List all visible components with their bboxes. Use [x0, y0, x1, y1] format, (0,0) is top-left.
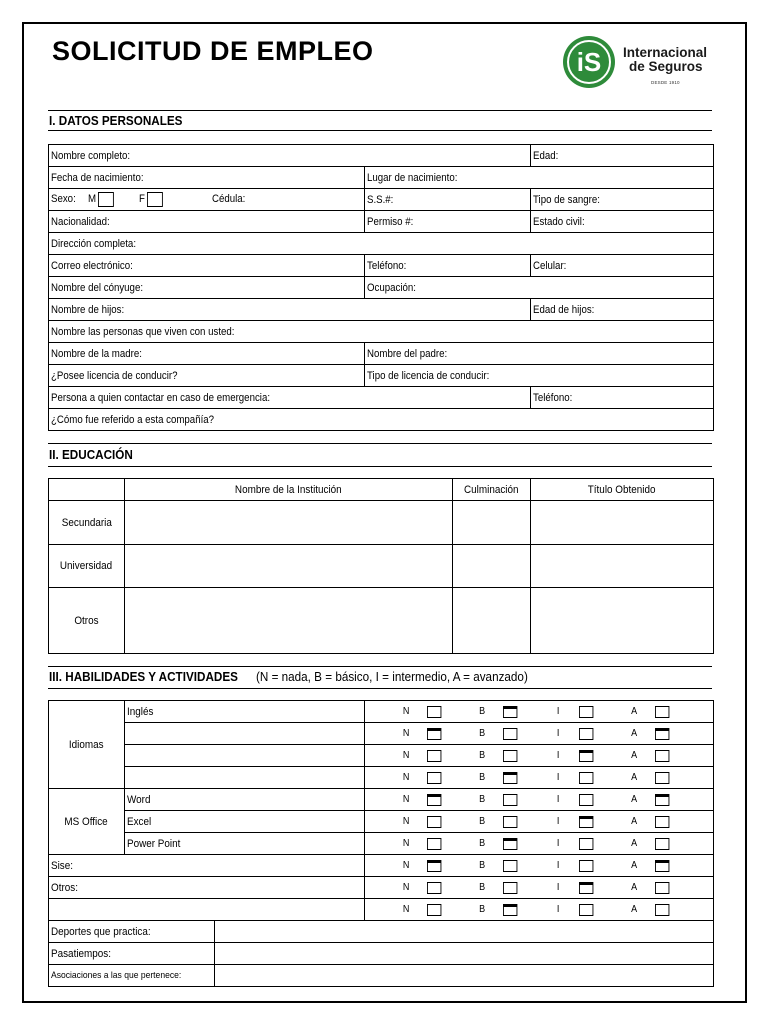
level-a-label: A — [631, 838, 638, 850]
level-a-checkbox[interactable] — [655, 882, 669, 894]
personal-data-table — [48, 144, 714, 431]
level-b-label: B — [479, 882, 486, 894]
word-label: Word — [125, 789, 365, 811]
logo-name — [623, 46, 707, 74]
section2-bottom-rule — [48, 466, 712, 467]
level-b-checkbox[interactable] — [503, 904, 517, 916]
children-ages-field[interactable]: Edad de hijos: — [531, 299, 714, 321]
sex-f-label: F — [139, 193, 146, 206]
cedula-label: Cédula: — [212, 193, 246, 206]
table-row — [49, 321, 714, 343]
header-cell: Culminación — [453, 479, 531, 501]
level-selector — [365, 745, 714, 767]
level-selector — [365, 899, 714, 921]
level-b-label: B — [479, 728, 486, 740]
company-logo — [561, 30, 741, 96]
level-i-label: I — [556, 860, 560, 872]
section1-title: I. DATOS PERSONALES — [49, 113, 183, 128]
level-i-label: I — [556, 706, 560, 718]
table-row — [49, 189, 714, 211]
spouse-name-field[interactable]: Nombre del cónyuge: — [49, 277, 365, 299]
institution-cell[interactable] — [125, 588, 453, 654]
household-members-field[interactable]: Nombre las personas que viven con usted: — [49, 321, 714, 343]
level-n-checkbox[interactable] — [427, 838, 441, 850]
level-i-label: I — [556, 838, 560, 850]
level-a-label: A — [631, 816, 638, 828]
level-i-label: I — [556, 772, 560, 784]
level-i-label: I — [556, 904, 560, 916]
level-i-checkbox[interactable] — [579, 860, 593, 872]
level-a-checkbox[interactable] — [655, 706, 669, 718]
age-field[interactable]: Edad: — [531, 145, 714, 167]
level-a-label: A — [631, 772, 638, 784]
row-label: Secundaria — [49, 501, 125, 545]
emergency-phone-field[interactable]: Teléfono: — [531, 387, 714, 409]
level-i-checkbox[interactable] — [579, 706, 593, 718]
level-b-checkbox[interactable] — [503, 772, 517, 784]
table-row — [49, 921, 714, 943]
level-a-checkbox[interactable] — [655, 794, 669, 806]
degree-cell[interactable] — [531, 588, 714, 654]
completion-cell[interactable] — [453, 545, 531, 588]
level-b-label: B — [479, 772, 486, 784]
level-n-label: N — [402, 860, 410, 872]
level-selector — [365, 833, 714, 855]
table-row — [49, 409, 714, 431]
associations-field[interactable] — [215, 965, 714, 987]
section2-top-rule — [48, 443, 712, 444]
sex-m-label: M — [88, 193, 97, 206]
logo-name-line1: Internacional — [623, 45, 708, 60]
level-i-checkbox[interactable] — [579, 750, 593, 762]
level-n-label: N — [402, 882, 410, 894]
level-n-label: N — [402, 772, 410, 784]
address-field[interactable]: Dirección completa: — [49, 233, 714, 255]
section3-title-text: III. HABILIDADES Y ACTIVIDADES — [49, 669, 238, 684]
powerpoint-label: Power Point — [125, 833, 365, 855]
level-a-checkbox[interactable] — [655, 860, 669, 872]
header-cell: Nombre de la Institución — [125, 479, 453, 501]
table-row — [49, 277, 714, 299]
section3-bottom-rule — [48, 688, 712, 689]
table-row — [49, 299, 714, 321]
application-form-page — [22, 22, 747, 1003]
level-selector — [365, 789, 714, 811]
table-row — [49, 723, 714, 745]
level-a-label: A — [631, 860, 638, 872]
level-a-label: A — [631, 904, 638, 916]
level-b-label: B — [479, 904, 486, 916]
level-a-checkbox[interactable] — [655, 772, 669, 784]
sex-f-checkbox[interactable] — [147, 192, 163, 207]
table-row — [49, 965, 714, 987]
completion-cell[interactable] — [453, 588, 531, 654]
level-b-label: B — [479, 838, 486, 850]
mobile-field[interactable]: Celular: — [531, 255, 714, 277]
degree-cell[interactable] — [531, 501, 714, 545]
level-b-label: B — [479, 706, 486, 718]
permit-field[interactable]: Permiso #: — [365, 211, 531, 233]
table-row — [49, 167, 714, 189]
level-a-label: A — [631, 750, 638, 762]
birth-date-field[interactable]: Fecha de nacimiento: — [49, 167, 365, 189]
sex-m-checkbox[interactable] — [98, 192, 114, 207]
table-row — [49, 811, 714, 833]
level-i-label: I — [556, 794, 560, 806]
level-b-checkbox[interactable] — [503, 882, 517, 894]
level-n-checkbox[interactable] — [427, 860, 441, 872]
level-b-label: B — [479, 750, 486, 762]
institution-cell[interactable] — [125, 501, 453, 545]
section3-top-rule — [48, 666, 712, 667]
full-name-field[interactable]: Nombre completo: — [49, 145, 531, 167]
level-i-checkbox[interactable] — [579, 794, 593, 806]
sex-cedula-field — [49, 189, 365, 211]
sports-label: Deportes que practica: — [49, 921, 215, 943]
education-table — [48, 478, 714, 654]
blood-type-field[interactable]: Tipo de sangre: — [531, 189, 714, 211]
logo-name-line2: de Seguros — [629, 59, 703, 74]
level-selector — [365, 855, 714, 877]
level-n-label: N — [402, 794, 410, 806]
level-i-label: I — [556, 750, 560, 762]
level-a-checkbox[interactable] — [655, 816, 669, 828]
row-label: Otros — [49, 588, 125, 654]
level-n-checkbox[interactable] — [427, 882, 441, 894]
table-row — [49, 899, 714, 921]
table-row — [49, 343, 714, 365]
level-selector — [365, 877, 714, 899]
institution-cell[interactable] — [125, 545, 453, 588]
level-i-checkbox[interactable] — [579, 772, 593, 784]
section1-bottom-rule — [48, 130, 712, 131]
driver-license-field[interactable]: ¿Posee licencia de conducir? — [49, 365, 365, 387]
row-label: Universidad — [49, 545, 125, 588]
level-n-label: N — [402, 904, 410, 916]
level-b-checkbox[interactable] — [503, 860, 517, 872]
level-selector — [365, 723, 714, 745]
level-n-checkbox[interactable] — [427, 750, 441, 762]
level-b-label: B — [479, 860, 486, 872]
level-b-checkbox[interactable] — [503, 816, 517, 828]
section2-title: II. EDUCACIÓN — [49, 447, 133, 462]
ms-office-label: MS Office — [49, 789, 125, 855]
languages-label: Idiomas — [49, 701, 125, 789]
sex-label: Sexo: — [51, 193, 76, 206]
table-row — [49, 855, 714, 877]
other-skills-cell[interactable] — [49, 899, 365, 921]
level-selector — [365, 811, 714, 833]
degree-cell[interactable] — [531, 545, 714, 588]
table-row — [49, 745, 714, 767]
table-row — [49, 545, 714, 588]
table-header-row — [49, 479, 714, 501]
completion-cell[interactable] — [453, 501, 531, 545]
table-row — [49, 943, 714, 965]
level-a-label: A — [631, 794, 638, 806]
level-i-checkbox[interactable] — [579, 904, 593, 916]
email-field[interactable]: Correo electrónico: — [49, 255, 365, 277]
marital-status-field[interactable]: Estado civil: — [531, 211, 714, 233]
associations-label: Asociaciones a las que pertenece: — [49, 965, 215, 987]
level-i-checkbox[interactable] — [579, 838, 593, 850]
level-i-label: I — [556, 728, 560, 740]
english-label: Inglés — [125, 701, 365, 723]
header-cell: Título Obtenido — [531, 479, 714, 501]
logo-mark-text: iS — [576, 47, 602, 77]
level-n-checkbox[interactable] — [427, 816, 441, 828]
level-a-checkbox[interactable] — [655, 728, 669, 740]
other-skills-label: Otros: — [49, 877, 365, 899]
table-row — [49, 365, 714, 387]
level-a-checkbox[interactable] — [655, 750, 669, 762]
level-a-label: A — [631, 706, 638, 718]
section1-top-rule — [48, 110, 712, 111]
ss-field[interactable]: S.S.#: — [365, 189, 531, 211]
logo-since: DESDE 1910 — [651, 80, 680, 85]
license-type-field[interactable]: Tipo de licencia de conducir: — [365, 365, 714, 387]
sise-label: Sise: — [49, 855, 365, 877]
level-a-label: A — [631, 728, 638, 740]
table-row — [49, 877, 714, 899]
phone-field[interactable]: Teléfono: — [365, 255, 531, 277]
header-cell — [49, 479, 125, 501]
table-row — [49, 833, 714, 855]
level-b-checkbox[interactable] — [503, 706, 517, 718]
father-name-field[interactable]: Nombre del padre: — [365, 343, 714, 365]
level-b-label: B — [479, 794, 486, 806]
table-row — [49, 387, 714, 409]
table-row — [49, 255, 714, 277]
sports-field[interactable] — [215, 921, 714, 943]
table-row — [49, 789, 714, 811]
level-b-checkbox[interactable] — [503, 794, 517, 806]
table-row — [49, 211, 714, 233]
level-a-checkbox[interactable] — [655, 904, 669, 916]
level-n-label: N — [402, 750, 410, 762]
hobbies-label: Pasatiempos: — [49, 943, 215, 965]
level-i-checkbox[interactable] — [579, 882, 593, 894]
table-row — [49, 701, 714, 723]
level-b-checkbox[interactable] — [503, 838, 517, 850]
level-selector — [365, 701, 714, 723]
level-n-checkbox[interactable] — [427, 728, 441, 740]
level-n-checkbox[interactable] — [427, 904, 441, 916]
level-n-checkbox[interactable] — [427, 794, 441, 806]
level-i-label: I — [556, 816, 560, 828]
language-name-cell[interactable] — [125, 767, 365, 789]
section3-title — [49, 669, 528, 684]
level-b-checkbox[interactable] — [503, 750, 517, 762]
skills-table — [48, 700, 714, 987]
hobbies-field[interactable] — [215, 943, 714, 965]
level-b-label: B — [479, 816, 486, 828]
occupation-field[interactable]: Ocupación: — [365, 277, 714, 299]
table-row — [49, 501, 714, 545]
level-selector — [365, 767, 714, 789]
mother-name-field[interactable]: Nombre de la madre: — [49, 343, 365, 365]
page-title: SOLICITUD DE EMPLEO — [52, 36, 374, 66]
level-a-checkbox[interactable] — [655, 838, 669, 850]
level-n-label: N — [402, 706, 410, 718]
logo-mark-icon — [561, 34, 617, 90]
table-row — [49, 588, 714, 654]
table-row — [49, 767, 714, 789]
level-n-label: N — [402, 816, 410, 828]
level-i-label: I — [556, 882, 560, 894]
level-b-checkbox[interactable] — [503, 728, 517, 740]
table-row — [49, 145, 714, 167]
level-n-checkbox[interactable] — [427, 706, 441, 718]
emergency-contact-field[interactable]: Persona a quien contactar en caso de emergencia: — [49, 387, 531, 409]
level-i-checkbox[interactable] — [579, 816, 593, 828]
table-row — [49, 233, 714, 255]
language-name-cell[interactable] — [125, 723, 365, 745]
level-n-checkbox[interactable] — [427, 772, 441, 784]
birth-place-field[interactable]: Lugar de nacimiento: — [365, 167, 714, 189]
level-i-checkbox[interactable] — [579, 728, 593, 740]
language-name-cell[interactable] — [125, 745, 365, 767]
referral-field[interactable]: ¿Cómo fue referido a esta compañía? — [49, 409, 714, 431]
excel-label: Excel — [125, 811, 365, 833]
level-n-label: N — [402, 728, 410, 740]
level-a-label: A — [631, 882, 638, 894]
skill-level-legend: (N = nada, B = básico, I = intermedio, A = avanzado) — [255, 669, 528, 684]
nationality-field[interactable]: Nacionalidad: — [49, 211, 365, 233]
level-n-label: N — [402, 838, 410, 850]
children-names-field[interactable]: Nombre de hijos: — [49, 299, 531, 321]
